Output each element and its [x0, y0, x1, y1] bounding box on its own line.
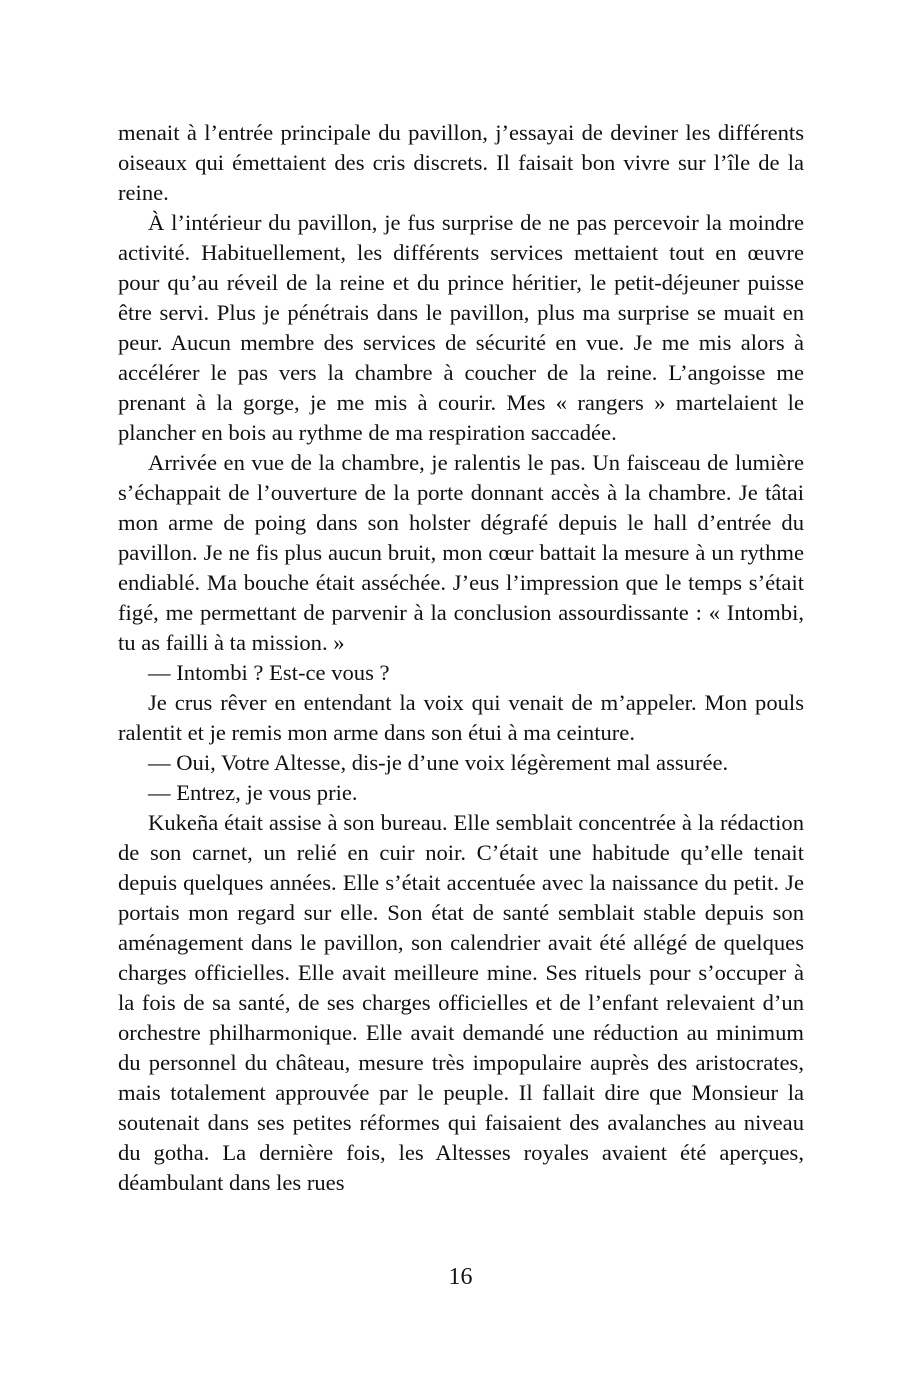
body-text: [118, 118, 804, 1198]
dialogue-line-3: — Entrez, je vous prie.: [148, 780, 358, 805]
paragraph-5: Kukeña était assise à son bureau. Elle semblait concentrée à la rédaction de son carnet, un relié en cuir noir. C’était une habitude qu’elle tenait depuis quelques années. Elle s’était accentuée avec la naissance du petit. Je portais mon regard sur elle. Son état de santé semblait stable depuis son aménagement dans le pavillon, son calendrier avait été allégé de quelques charges officielles. Elle avait meilleure mine. Ses rituels pour s’occuper à la fois de sa santé, de ses charges officielles et de l’enfant relevaient d’un orchestre philharmonique. Elle avait demandé une réduction au minimum du personnel du château, mesure très impopulaire auprès des aristocrates, mais totalement approuvée par le peuple. Il fallait dire que Monsieur la soutenait dans ses petites réformes qui faisaient des avalanches au niveau du gotha. La dernière fois, les Altesses royales avaient été aperçues, déambulant dans les rues: [118, 810, 804, 1195]
dialogue-line-1: — Intombi ? Est-ce vous ?: [148, 660, 390, 685]
page-number: 16: [448, 1264, 473, 1290]
paragraph-1: menait à l’entrée principale du pavillon, j’essayai de deviner les différents oiseaux qui émettaient des cris discrets. Il faisait bon vivre sur l’île de la reine.: [118, 120, 804, 205]
paragraph-4: Je crus rêver en entendant la voix qui venait de m’appeler. Mon pouls ralentit et je remis mon arme dans son étui à ma ceinture.: [118, 690, 804, 745]
paragraph-3: Arrivée en vue de la chambre, je ralentis le pas. Un faisceau de lumière s’échappait de l’ouverture de la porte donnant accès à la chambre. Je tâtai mon arme de poing dans son holster dégrafé depuis le hall d’entrée du pavillon. Je ne fis plus aucun bruit, mon cœur battait la mesure à un rythme endiablé. Ma bouche était asséchée. J’eus l’impression que le temps s’était figé, me permettant de parvenir à la conclusion assourdissante : « Intombi, tu as failli à ta mission. »: [118, 450, 804, 655]
dialogue-line-2: — Oui, Votre Altesse, dis-je d’une voix légèrement mal assurée.: [148, 750, 729, 775]
paragraph-2: À l’intérieur du pavillon, je fus surprise de ne pas percevoir la moindre activité. Habituellement, les différents services mettaient tout en œuvre pour qu’au réveil de la reine et du prince héritier, le petit-déjeuner puisse être servi. Plus je pénétrais dans le pavillon, plus ma surprise se muait en peur. Aucun membre des services de sécurité en vue. Je me mis alors à accélérer le pas vers la chambre à coucher de la reine. L’angoisse me prenant à la gorge, je me mis à courir. Mes « rangers » martelaient le plancher en bois au rythme de ma respiration saccadée.: [118, 210, 804, 445]
